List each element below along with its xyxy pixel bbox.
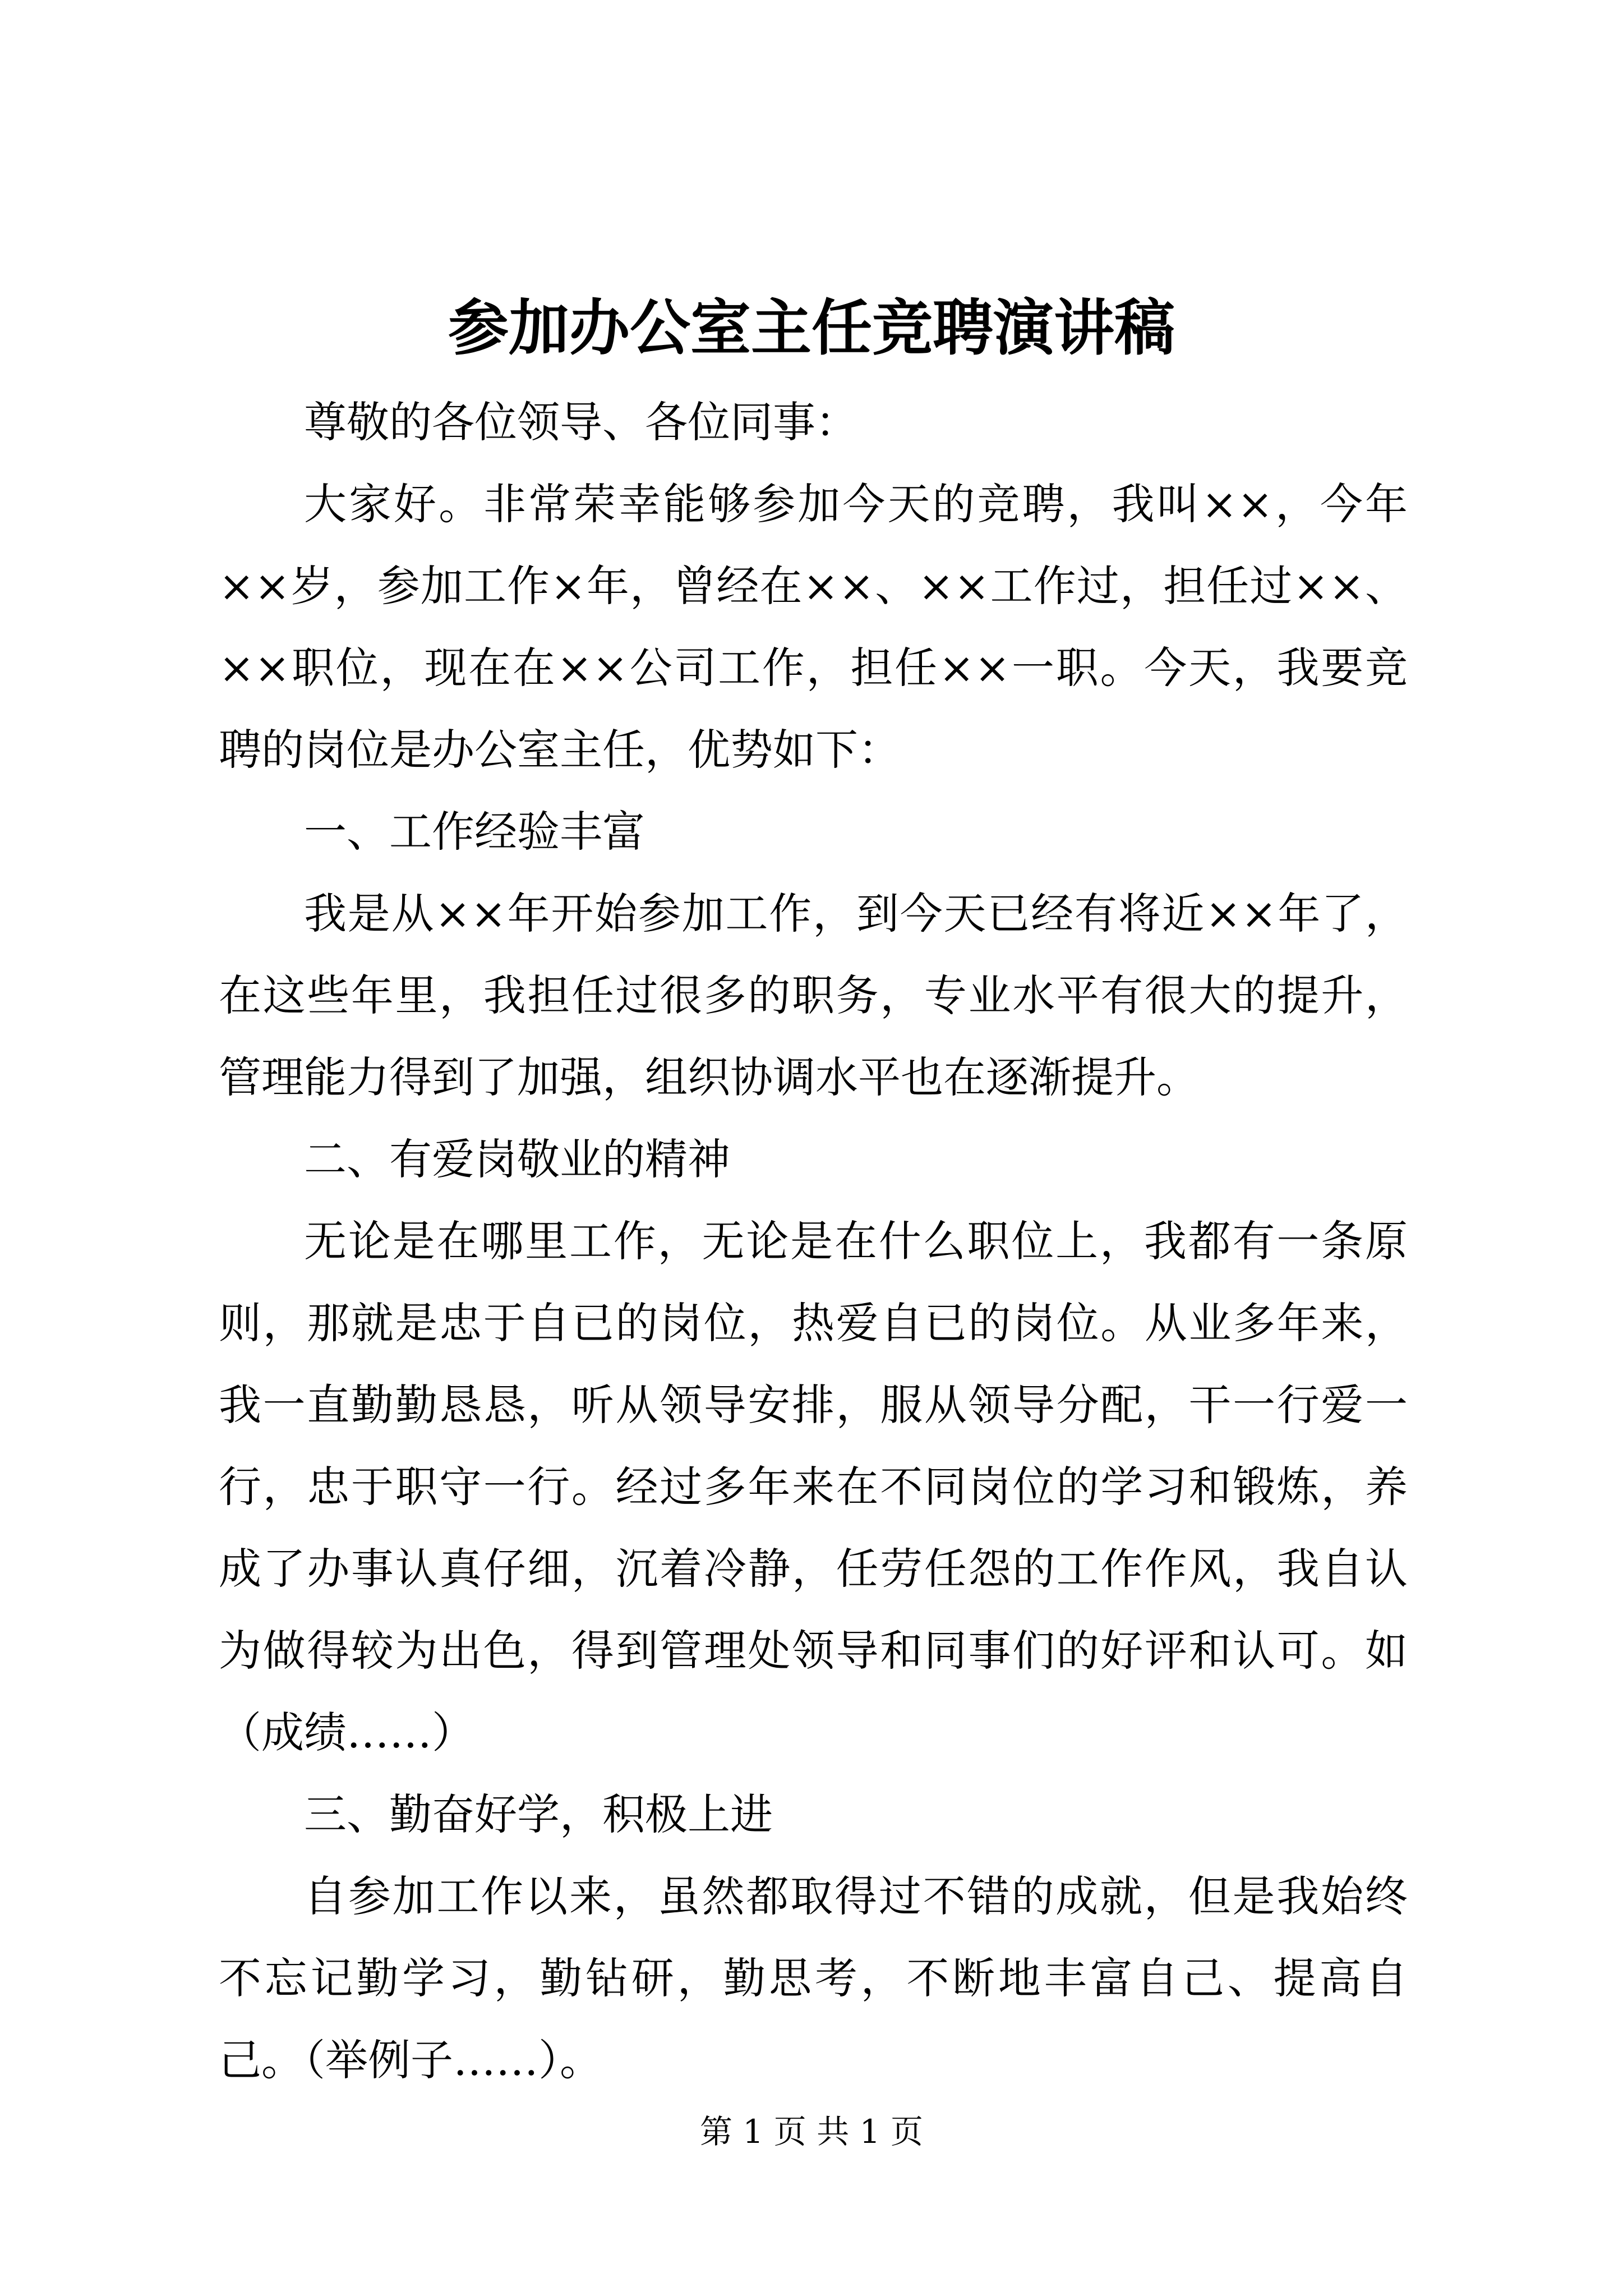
salutation: 尊敬的各位领导、各位同事：: [304, 397, 858, 447]
page-number-footer: 第 1 页 共 1 页: [700, 2113, 923, 2151]
section-paragraph-1: 我是从××年开始参加工作，到今天已经有将近××年了，在这些年里，我担任过很多的职务，专业水平有很大的提升，管理能力得到了加强，组织协调水平也在逐渐提升。: [219, 889, 1408, 1102]
section-heading-3: 三、勤奋好学，积极上进: [304, 1789, 773, 1839]
section-heading-2: 二、有爱岗敬业的精神: [304, 1134, 730, 1184]
section-paragraph-2: 无论是在哪里工作，无论是在什么职位上，我都有一条原则，那就是忠于自已的岗位，热爱自已的岗位。从业多年来，我一直勤勤恳恳，听从领导安排，服从领导分配，干一行爱一行，忠于职守一行。经过多年来在不同岗位的学习和锻炼，养成了办事认真仔细，沉着冷静，任劳任怨的工作作风，我自认为做得较为出色，得到管理处领导和同事们的好评和认可。如（成绩……）: [219, 1216, 1408, 1757]
document-body: [219, 381, 1408, 2101]
section-heading-1: 一、工作经验丰富: [304, 807, 645, 857]
section-paragraph-3: 自参加工作以来，虽然都取得过不错的成就，但是我始终不忘记勤学习，勤钻研，勤思考，不断地丰富自己、提高自己。（举例子……）。: [219, 1871, 1408, 2085]
intro-paragraph: 大家好。非常荣幸能够参加今天的竞聘，我叫××，今年××岁，参加工作×年，曾经在××、××工作过，担任过××、××职位，现在在××公司工作，担任××一职。今天，我要竞聘的岗位是办公室主任，优势如下：: [219, 479, 1408, 775]
document-title: 参加办公室主任竞聘演讲稿: [448, 293, 1175, 364]
